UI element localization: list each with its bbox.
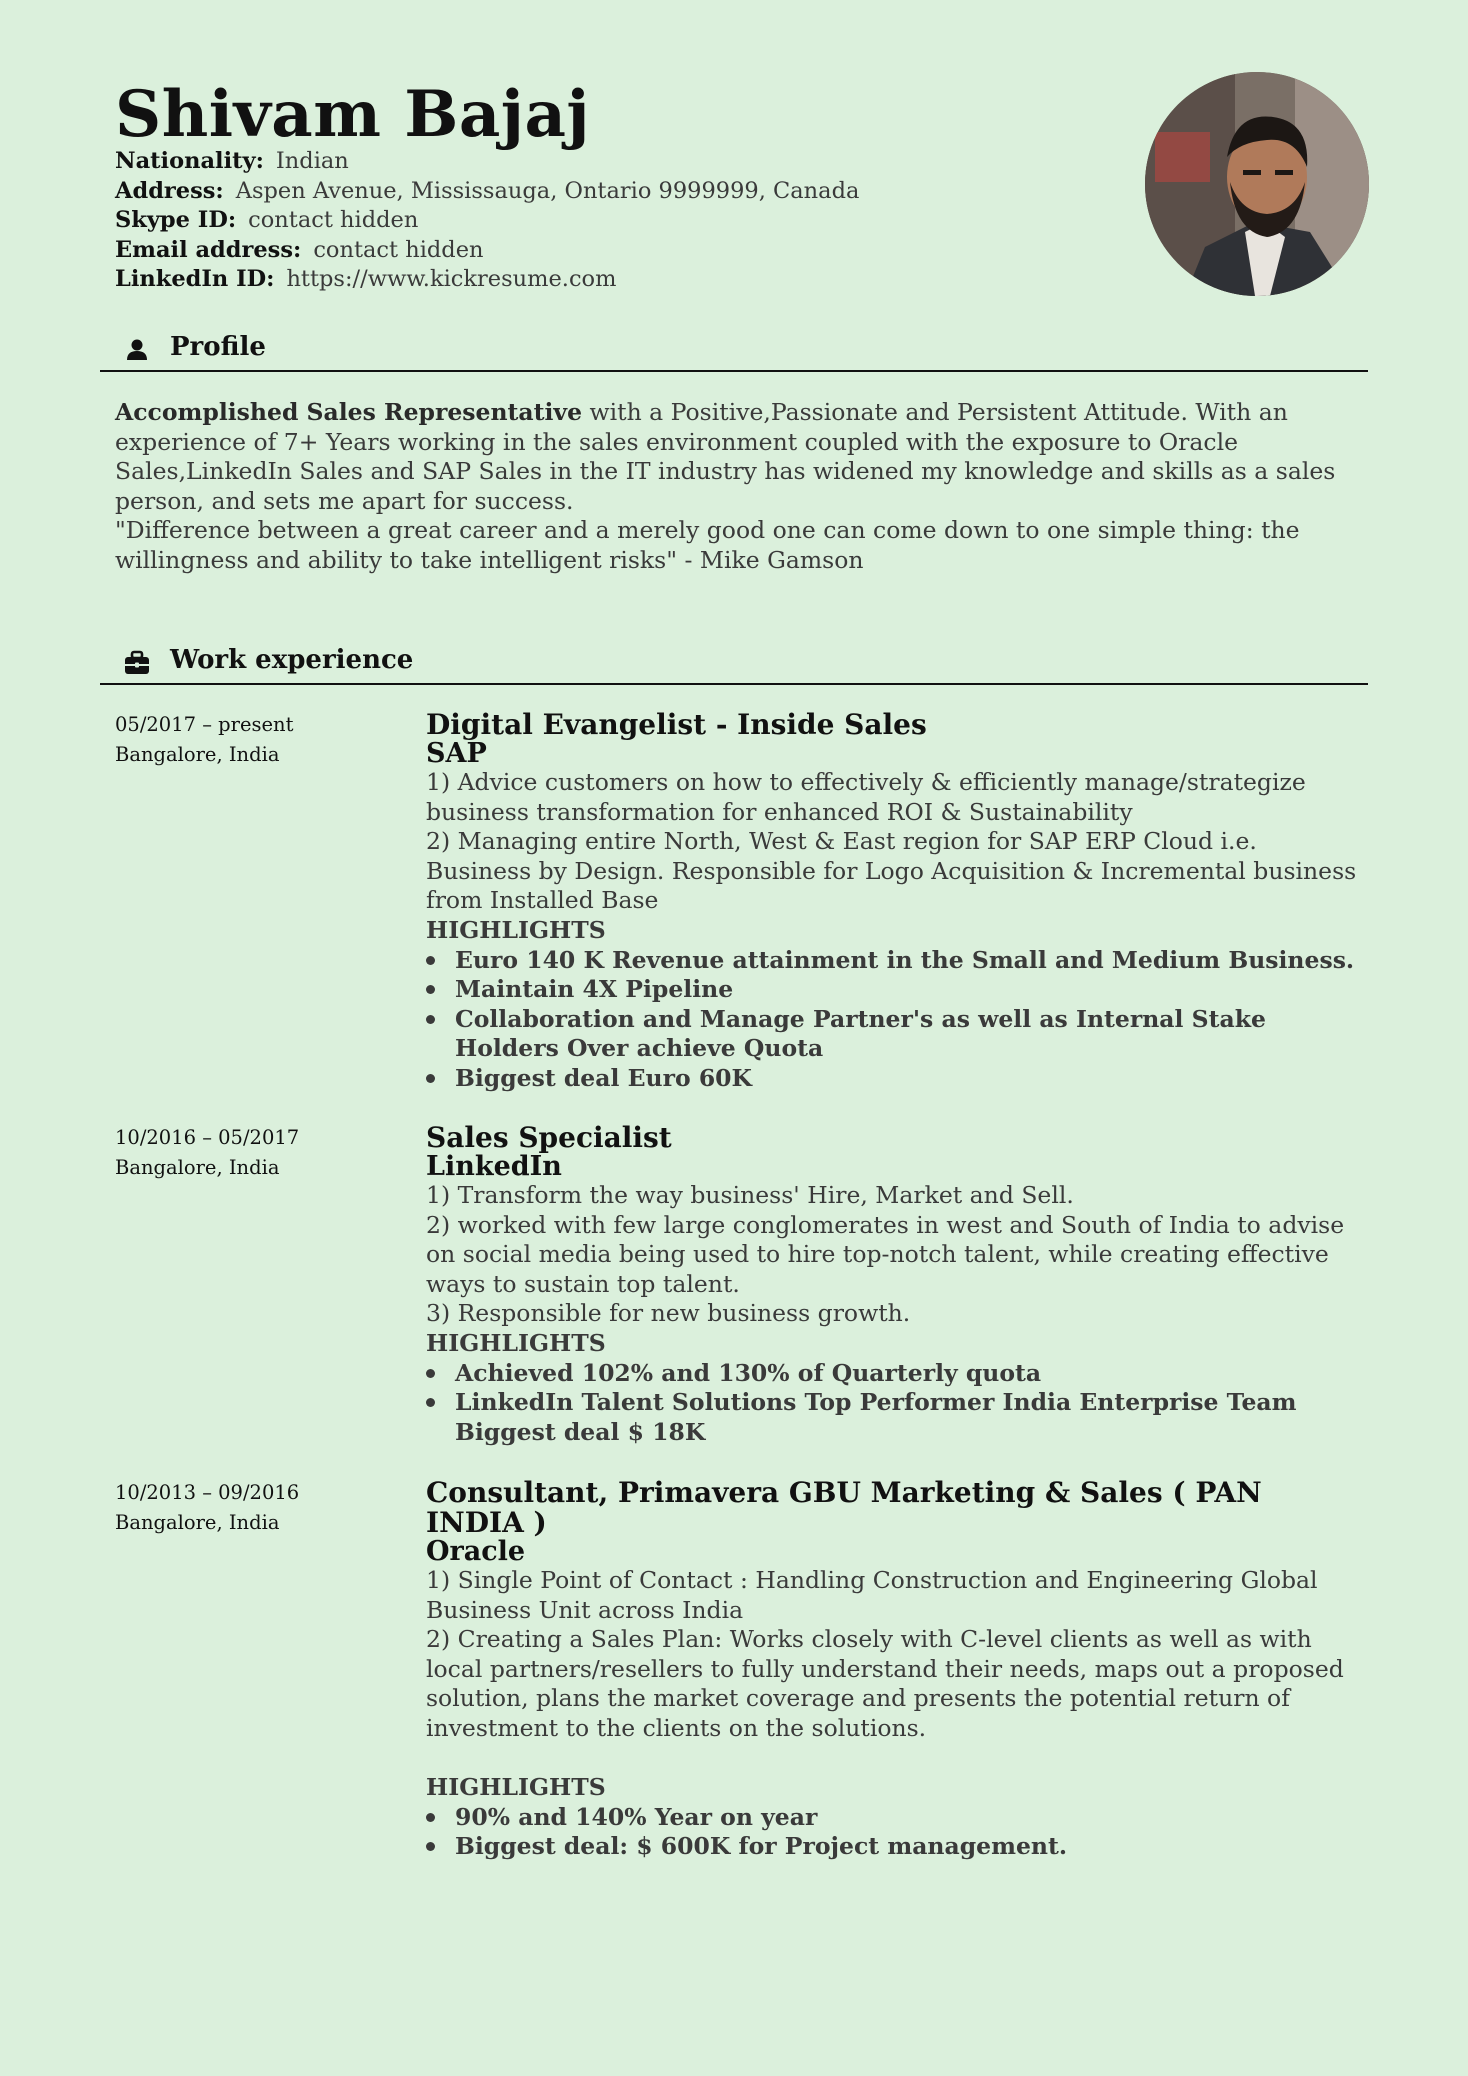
job-description: 3) Responsible for new business growth. [426,1299,911,1328]
job-company: Oracle [426,1536,526,1567]
job-description: 1) Advice customers on how to effectively & efficiently manage/strategize business transformation for enhanced ROI & Sustainability [426,768,1306,826]
contact-value: contact hidden [313,236,484,263]
briefcase-icon [123,649,151,677]
contact-value: https://www.kickresume.com [286,266,617,293]
job-description: 1) Single Point of Contact : Handling Construction and Engineering Global Business Unit across India [426,1566,1318,1624]
profile-summary [115,398,1360,576]
contact-value: Aspen Avenue, Mississauga, Ontario 9999999, Canada [235,177,860,204]
highlight-item: Euro 140 K Revenue attainment in the Small and Medium Business. [426,946,1368,976]
highlights-list [426,1803,1368,1862]
job-details [426,1478,1368,1862]
profile-photo [1145,72,1369,296]
section-title: Work experience [170,645,414,675]
job-description: 2) worked with few large conglomerates in west and South of India to advise on social media being used to hire top-notch talent, while creating effective ways to sustain top talent. [426,1210,1345,1298]
contact-label: Address: [115,177,224,204]
job-role: Digital Evangelist - Inside Sales [426,708,927,741]
contact-address [115,177,859,207]
job-location: Bangalore, India [115,1510,280,1534]
job-company: LinkedIn [426,1151,562,1182]
person-icon [123,336,151,364]
job-details [426,710,1368,1094]
highlights-list [426,946,1368,1094]
highlights-title: HIGHLIGHTS [426,1328,606,1357]
highlight-item: Achieved 102% and 130% of Quarterly quota [426,1359,1368,1389]
job-location: Bangalore, India [115,742,280,766]
job-dates: 10/2016 – 05/2017 [115,1126,300,1149]
job-meta [115,710,395,769]
profile-lead: Accomplished Sales Representative [115,398,583,426]
candidate-name: Shivam Bajaj [115,77,591,152]
section-profile-heading [100,328,1368,372]
profile-paragraph [115,398,1360,516]
section-title: Profile [170,332,266,362]
job-description: 2) Managing entire North, West & East region for SAP ERP Cloud i.e. Business by Design. Responsible for Logo Acquisition & Incremental business from Installed Base [426,827,1357,915]
highlight-item: Maintain 4X Pipeline [426,975,1368,1005]
job-role: Sales Specialist [426,1121,672,1154]
job-meta [115,1123,395,1182]
job-role: Consultant, Primavera GBU Marketing & Sales ( PAN INDIA ) [426,1476,1262,1539]
highlights-list [426,1359,1368,1448]
highlight-item: 90% and 140% Year on year [426,1803,1368,1833]
contact-value: Indian [275,148,349,174]
section-work-heading [100,641,1368,685]
contact-skype [115,206,859,236]
portrait-illustration [1145,72,1369,296]
contact-email [115,236,859,266]
highlight-item: Biggest deal Euro 60K [426,1064,1368,1094]
profile-quote: "Difference between a great career and a merely good one can come down to one simple thing: the willingness and ability to take intelligent risks" - Mike Gamson [115,516,1300,574]
paragraph-spacer [426,1744,1368,1774]
job-dates: 05/2017 – present [115,713,294,736]
profile-text: with a Positive,Passionate and Persistent Attitude. With an experience of 7+ Years working in the sales environment coupled with the exposure to Oracle Sales,LinkedIn Sales and SAP Sales in the IT industry has widened my knowledge and skills as a sales person, and sets me apart for success. [115,398,1336,515]
job-details [426,1123,1368,1447]
contact-label: Skype ID: [115,207,237,234]
job-location: Bangalore, India [115,1155,280,1179]
highlight-item: LinkedIn Talent Solutions Top Performer India Enterprise Team Biggest deal $ 18K [426,1388,1368,1447]
job-description: 1) Transform the way business' Hire, Market and Sell. [426,1181,1074,1209]
job-description: 2) Creating a Sales Plan: Works closely with C-level clients as well as with local partners/resellers to fully understand their needs, maps out a proposed solution, plans the market coverage and presents the potential return of investment to the clients on the solutions. [426,1625,1344,1742]
contact-details [115,147,859,295]
highlight-item: Collaboration and Manage Partner's as well as Internal Stake Holders Over achieve Quota [426,1005,1368,1064]
contact-label: Email address: [115,236,302,263]
contact-linkedin [115,265,859,295]
highlights-title: HIGHLIGHTS [426,915,606,944]
contact-label: Nationality: [115,148,264,174]
job-company: SAP [426,738,487,769]
contact-label: LinkedIn ID: [115,266,275,293]
contact-value: contact hidden [248,207,419,234]
job-dates: 10/2013 – 09/2016 [115,1481,300,1504]
highlight-item: Biggest deal: $ 600K for Project management. [426,1832,1368,1862]
contact-nationality [115,147,859,177]
highlights-title: HIGHLIGHTS [426,1773,606,1802]
job-meta [115,1478,395,1537]
